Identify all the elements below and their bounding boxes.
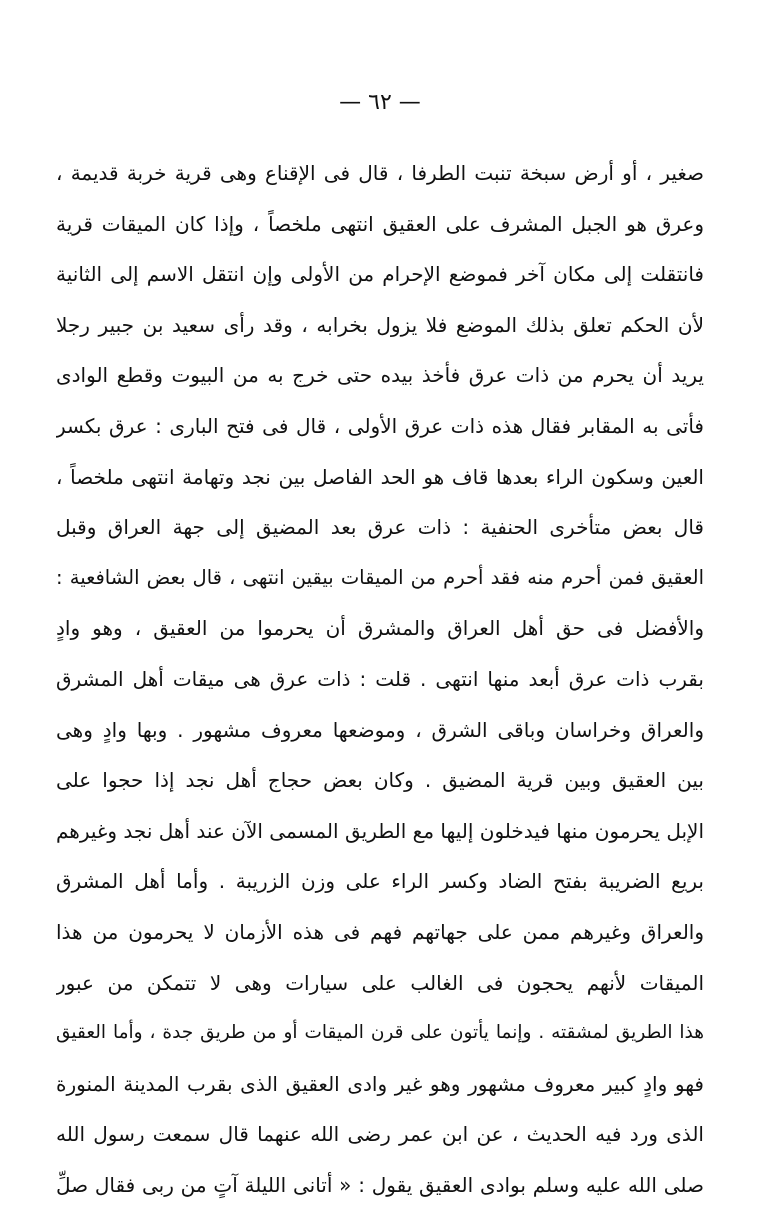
text-line: بين العقيق وبين قرية المضيق . وكان بعض حجاج أهل نجد إذا حجوا على xyxy=(56,768,704,793)
page-number: — ٦٢ — xyxy=(339,90,421,115)
text-line: فأتى به المقابر فقال هذه ذات عرق الأولى ، قال فى فتح البارى : عرق بكسر xyxy=(56,413,704,438)
text-line: والعراق وغيرهم ممن على جهاتهم فهم فى هذه الأزمان لا يحرمون من هذا xyxy=(56,919,704,944)
text-line: قال بعض متأخرى الحنفية : ذات عرق بعد المضيق إلى جهة العراق وقبل xyxy=(56,515,704,540)
text-line: العقيق فمن أحرم منه فقد أحرم من الميقات بيقين انتهى ، قال بعض الشافعية : xyxy=(56,565,704,589)
text-line: فانتقلت إلى مكان آخر فموضع الإحرام من الأولى وإن انتقل الاسم إلى الثانية xyxy=(56,262,704,287)
text-line: الإبل يحرمون منها فيدخلون إليها مع الطريق المسمى الآن عند أهل نجد وغيرهم xyxy=(56,818,704,843)
body-text xyxy=(56,148,704,1210)
text-line: وعرق هو الجبل المشرف على العقيق انتهى ملخصاً ، وإذا كان الميقات قرية xyxy=(56,211,704,236)
text-line: بقرب ذات عرق أبعد منها انتهى . قلت : ذات عرق هى ميقات أهل المشرق xyxy=(56,666,704,691)
text-line: صغير ، أو أرض سبخة تنبت الطرفا ، قال فى الإقناع وهى قرية خربة قديمة ، xyxy=(56,161,704,185)
text-line: صلى الله عليه وسلم بوادى العقيق يقول : « أتانى الليلة آتٍ من ربى فقال صلِّ xyxy=(56,1172,704,1197)
text-line: والعراق وخراسان وباقى الشرق ، وموضعها معروف مشهور . وبها وادٍ وهى xyxy=(56,717,704,742)
text-line: فهو وادٍ كبير معروف مشهور وهو غير وادى العقيق الذى بقرب المدينة المنورة xyxy=(56,1071,704,1096)
text-line: الذى ورد فيه الحديث ، عن ابن عمر رضى الله عنهما قال سمعت رسول الله xyxy=(56,1122,704,1147)
text-line: الميقات لأنهم يحجون فى الغالب على سيارات وهى لا تتمكن من عبور xyxy=(56,970,704,995)
text-line: هذا الطريق لمشقته . وإنما يأتون على قرن الميقات أو من طريق جدة ، وأما العقيق xyxy=(56,1022,704,1044)
text-line: بريع الضريبة بفتح الضاد وكسر الراء على وزن الزريبة . وأما أهل المشرق xyxy=(56,869,704,894)
text-line: يريد أن يحرم من ذات عرق فأخذ بيده حتى خرج به من البيوت وقطع الوادى xyxy=(56,363,704,388)
text-line: والأفضل فى حق أهل العراق والمشرق أن يحرموا من العقيق ، وهو وادٍ xyxy=(56,616,704,641)
text-line: العين وسكون الراء بعدها قاف هو الحد الفاصل بين نجد وتهامة انتهى ملخصاً ، xyxy=(56,464,704,489)
text-line: لأن الحكم تعلق بذلك الموضع فلا يزول بخرابه ، وقد رأى سعيد بن جبير رجلا xyxy=(56,312,704,337)
